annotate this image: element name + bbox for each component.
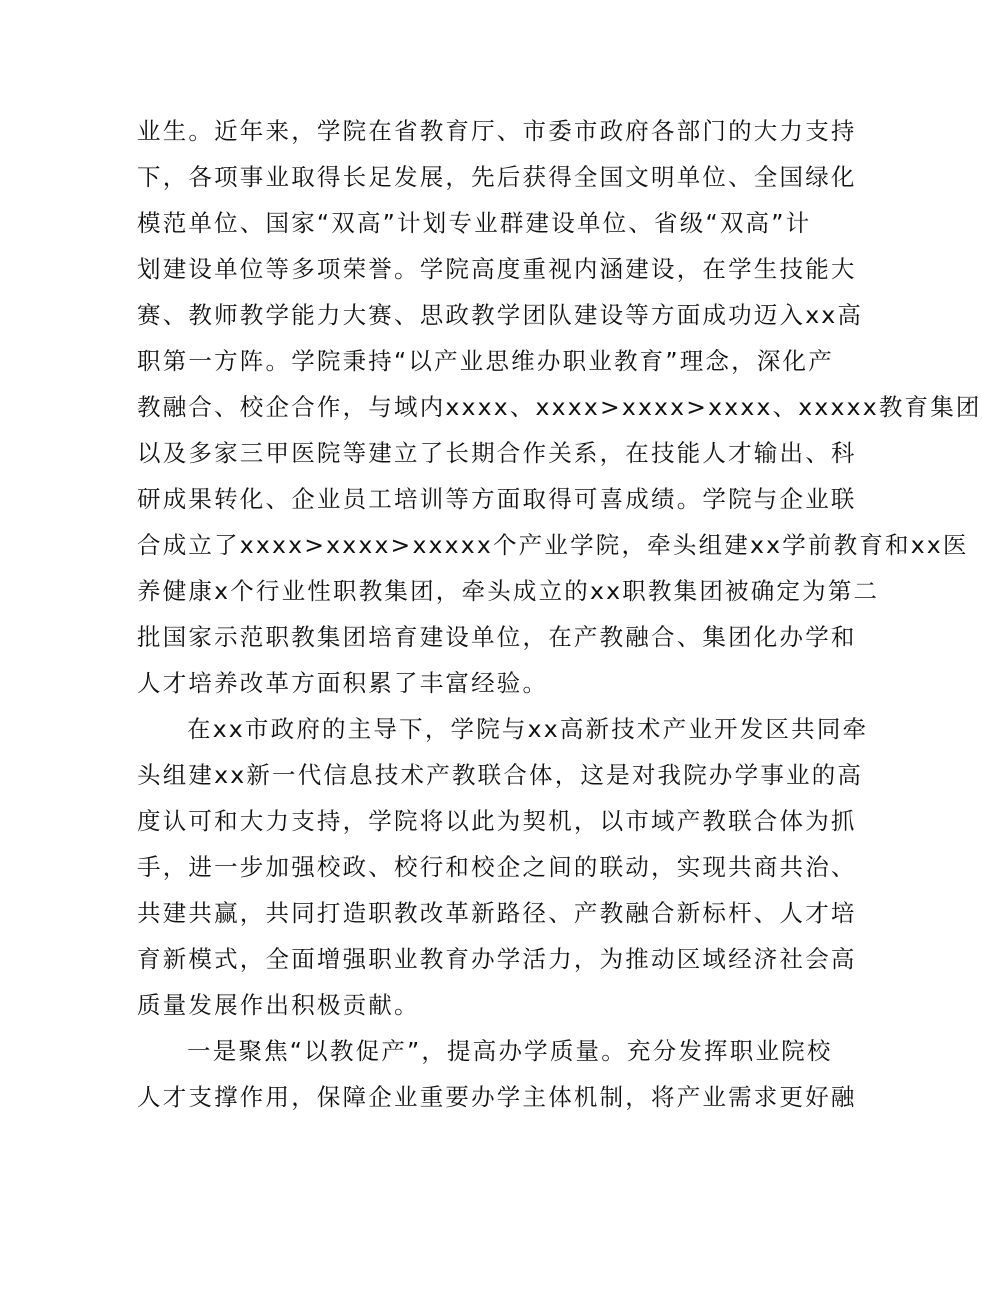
text-line: 头组建xx新一代信息技术产教联合体，这是对我院办学事业的高 (137, 761, 864, 789)
text-line: 批国家示范职教集团培育建设单位，在产教融合、集团化办学和 (137, 623, 857, 651)
text-line: 模范单位、国家“双高”计划专业群建设单位、省级“双高”计 (137, 209, 812, 237)
text-line: 以及多家三甲医院等建立了长期合作关系，在技能人才输出、科 (137, 439, 857, 467)
text-line: 教融合、校企合作，与域内xxxx、xxxx>xxxx>xxxx、xxxxx教育集团 (137, 393, 982, 421)
text-line: 赛、教师教学能力大赛、思政教学团队建设等方面成功迈入xx高 (137, 301, 864, 329)
text-line: 一是聚焦“以教促产”，提高办学质量。充分发挥职业院校 (187, 1037, 833, 1065)
text-line: 人才培养改革方面积累了丰富经验。 (137, 669, 549, 697)
text-line: 养健康x个行业性职教集团，牵头成立的xx职教集团被确定为第二 (137, 577, 880, 605)
text-line: 手，进一步加强校政、校行和校企之间的联动，实现共商共治、 (137, 853, 857, 881)
text-line: 职第一方阵。学院秉持“以产业思维办职业教育”理念，深化产 (137, 347, 834, 375)
text-line: 育新模式，全面增强职业教育办学活力，为推动区域经济社会高 (137, 945, 857, 973)
text-line: 质量发展作出积极贡献。 (137, 991, 420, 1019)
text-line: 业生。近年来，学院在省教育厅、市委市政府各部门的大力支持 (137, 117, 857, 145)
text-line: 人才支撑作用，保障企业重要办学主体机制，将产业需求更好融 (137, 1083, 857, 1111)
text-line: 在xx市政府的主导下，学院与xx高新技术产业开发区共同牵 (187, 715, 869, 743)
text-line: 合成立了xxxx>xxxx>xxxxx个产业学院，牵头组建xx学前教育和xx医 (137, 531, 969, 559)
text-line: 研成果转化、企业员工培训等方面取得可喜成绩。学院与企业联 (137, 485, 857, 513)
text-line: 划建设单位等多项荣誉。学院高度重视内涵建设，在学生技能大 (137, 255, 857, 283)
text-line: 下，各项事业取得长足发展，先后获得全国文明单位、全国绿化 (137, 163, 857, 191)
text-line: 共建共赢，共同打造职教改革新路径、产教融合新标杆、人才培 (137, 899, 857, 927)
text-line: 度认可和大力支持，学院将以此为契机，以市域产教联合体为抓 (137, 807, 857, 835)
body-text (137, 108, 982, 1120)
